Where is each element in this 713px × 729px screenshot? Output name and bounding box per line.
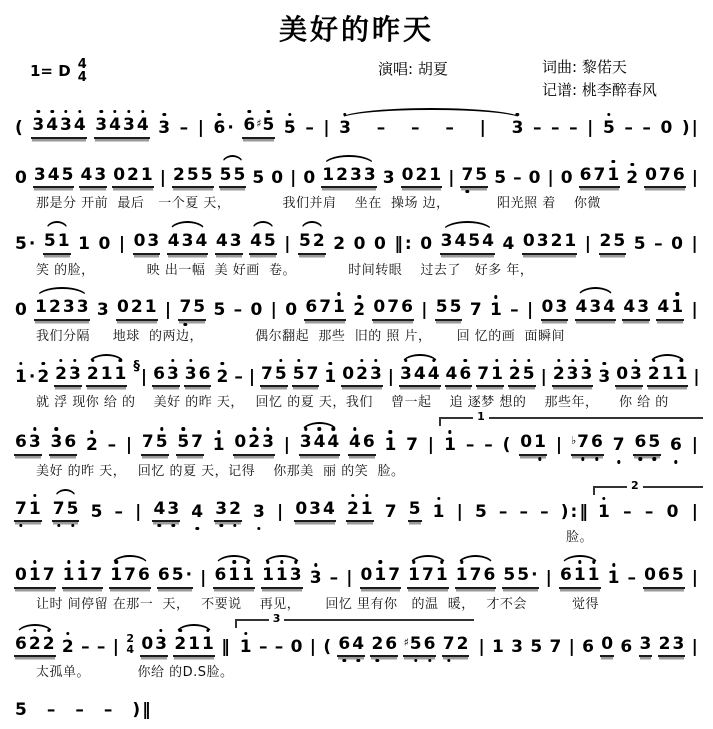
note-group: – — [96, 636, 106, 657]
time-signature-top: 4 — [77, 57, 87, 72]
note-group: 0 7 6 — [644, 166, 686, 189]
note-group: 4 5 — [249, 232, 277, 255]
note-group: 0 3 — [541, 298, 569, 321]
note-group: 4 — [502, 233, 515, 254]
note-group: 2 3 — [658, 635, 686, 658]
note-group: 5 — [252, 167, 265, 188]
note-group: ( — [502, 435, 511, 456]
note-group: ( — [15, 118, 23, 138]
music-row — [10, 478, 703, 531]
time-signature-bottom: 4 — [77, 70, 87, 85]
time-signature — [78, 58, 87, 84]
music-row — [10, 410, 703, 464]
note-group: | — [309, 636, 316, 657]
note-group: 1 — [597, 503, 611, 523]
note-group: 7 — [406, 435, 418, 456]
note-group: 4 3 — [622, 298, 650, 321]
note-group: – — [484, 435, 493, 456]
note-group: | — [421, 300, 428, 321]
note-group: – — [81, 636, 90, 657]
note-group: – — [569, 118, 578, 138]
score-line-6 — [10, 410, 703, 480]
note-group: 0 3 — [615, 365, 643, 388]
music-row — [10, 611, 703, 666]
note-group: 4 3 — [79, 166, 107, 189]
note-group: 3 4 3 4 — [31, 116, 86, 139]
note-group: – — [305, 118, 314, 138]
note-group: 1 — [607, 569, 621, 589]
note-group: – — [258, 636, 268, 657]
note-group: 1 — [432, 503, 446, 523]
note-group: 6 1 1 — [559, 566, 601, 589]
note-group: 5 1 — [43, 232, 71, 255]
volta-bracket-3 — [235, 611, 474, 666]
note-group: | — [568, 636, 575, 657]
note-group: | — [284, 233, 291, 254]
note-group: – — [75, 700, 84, 721]
note-group: | — [135, 501, 142, 522]
volta-number: 1 — [473, 411, 489, 423]
note-group: – — [627, 568, 637, 589]
note-group: | — [448, 167, 455, 188]
note-group: 5 — [494, 167, 507, 188]
note-group: 4 — [190, 503, 204, 523]
note-group: 6 3 — [14, 433, 42, 456]
note-group: | — [691, 300, 698, 321]
note-group: 3 4 4 — [299, 433, 341, 456]
note-group: 1 — [384, 436, 398, 456]
score — [10, 102, 703, 729]
key-signature — [30, 58, 87, 84]
note-group: 7 — [612, 436, 626, 456]
note-group: 0 7 6 — [372, 298, 414, 321]
note-group: – — [624, 118, 633, 138]
note-group: | — [691, 167, 698, 188]
transcriber-credit: 记谱: 桃李醉春风 — [542, 81, 657, 99]
lyrics-row: 美好 的昨 天， 回忆 的夏 天，记得 你那美 丽 的笑 脸。 — [36, 463, 405, 479]
note-group: 2 5 — [508, 365, 536, 388]
note-group: – — [234, 366, 243, 387]
note-group: – — [103, 700, 113, 721]
note-group: 1 2 3 3 — [34, 298, 89, 321]
note-group: 1 — [443, 436, 457, 456]
note-group: 5 — [633, 233, 646, 254]
note-group: 2 — [625, 169, 639, 189]
song-title: 美好的昨天 — [278, 13, 434, 46]
note-group: 7 1 — [476, 365, 504, 388]
note-group: 7 — [384, 501, 397, 522]
lyrics-row: 那是分 开前 最后 一个夏 天， 我们并肩 坐在 操场 边， 阳光照 着 你微 — [36, 196, 601, 212]
note-group: 6 4 — [337, 635, 365, 658]
note-group: 1 1 3 — [261, 566, 303, 589]
note-group: 5 — [213, 300, 226, 321]
note-group: 7 5 — [260, 365, 288, 388]
measure-group — [10, 687, 703, 729]
note-group: 3 — [309, 569, 323, 589]
note-group: 0 — [250, 300, 263, 321]
note-group: 6 2 2 — [14, 635, 56, 658]
note-group: – — [498, 501, 508, 522]
note-group: | — [112, 636, 119, 657]
note-group: – — [46, 700, 56, 721]
score-line-10 — [10, 687, 703, 729]
note-group: 1 — [78, 233, 90, 254]
note-group: | — [555, 435, 563, 456]
note-group: 0 — [560, 167, 573, 188]
note-group: 1 — [212, 436, 226, 456]
note-group: ( — [323, 636, 332, 657]
note-group: 0 — [271, 167, 284, 188]
note-group: 1 — [239, 638, 253, 658]
note-group: 0 — [374, 233, 386, 254]
note-group: 2 1 1 — [647, 365, 689, 388]
volta-bracket-1 — [439, 410, 703, 464]
note-group: – — [642, 118, 651, 138]
note-group: 0 — [353, 233, 366, 254]
note-group: – — [510, 300, 519, 321]
note-group: | — [545, 568, 552, 589]
note-group: 0 — [98, 233, 111, 254]
note-group: 0 — [420, 233, 433, 254]
score-line-7 — [10, 478, 703, 547]
note-group: 2 5 5 — [172, 166, 214, 189]
note-group: | — [118, 233, 126, 254]
note-group: 0 — [303, 167, 316, 188]
score-line-2 — [10, 152, 703, 213]
note-group: | — [197, 118, 204, 138]
note-group: – — [551, 118, 560, 138]
note-group: 3 6 — [184, 365, 212, 388]
note-group: 3 2 — [214, 500, 242, 523]
note-group: 2 1 1 — [86, 365, 128, 388]
note-group: 1 1 7 — [62, 566, 104, 589]
note-group: 7 2 — [442, 635, 470, 658]
note-group: – — [644, 501, 654, 522]
note-group: | — [276, 501, 284, 522]
volta-bracket-2 — [593, 478, 703, 531]
note-group: 0 3 — [140, 635, 168, 658]
measure-group — [10, 218, 703, 263]
music-row — [10, 102, 703, 147]
note-group: 0 3 4 — [294, 500, 336, 523]
note-group: ♯ 5 6 — [403, 635, 436, 658]
note-group: 2 5 — [599, 232, 627, 255]
music-row — [10, 552, 703, 597]
note-group: 1 — [489, 301, 503, 321]
measure-group — [10, 486, 593, 531]
note-group: | — [691, 435, 698, 456]
note-group: – — [179, 118, 189, 138]
note-group: 0 6 5 — [643, 566, 685, 589]
note-group: 5 5 — [435, 298, 463, 321]
note-group: | — [323, 118, 330, 138]
note-group: 5 · — [15, 233, 36, 254]
note-group: – — [329, 568, 339, 589]
note-group: | — [584, 233, 591, 254]
note-group: | — [526, 300, 534, 321]
note-group: | — [427, 435, 434, 456]
note-group: | — [200, 568, 207, 589]
note-group: 3 6 — [49, 433, 77, 456]
note-group: 5 — [602, 119, 616, 139]
note-group: 0 2 3 — [233, 433, 275, 456]
measure-group — [10, 284, 703, 329]
note-group: 2 — [85, 436, 99, 456]
note-group: | — [248, 366, 256, 387]
score-line-9 — [10, 611, 703, 682]
note-group: 5 — [530, 636, 543, 657]
lyrics-row: 就 浮 现你 给 的 美好 的昨 天， 回忆 的夏 天，我们 曾一起 追 逐梦 想的 那些年， 你 给 的 — [36, 395, 669, 411]
note-group: 5 — [90, 501, 103, 522]
note-group: | — [164, 300, 172, 321]
note-group: 6 · — [212, 119, 234, 139]
lyrics-row: 太孤单。 你给 的D.S脸。 — [36, 665, 234, 681]
measure-group — [10, 417, 439, 464]
measure-group — [10, 619, 235, 666]
note-group: 5 — [408, 500, 422, 523]
note-group: 0 2 1 — [112, 166, 154, 189]
note-group: | — [456, 501, 463, 522]
note-group: 6 1 1 — [213, 566, 255, 589]
note-group: 7 5 — [178, 298, 206, 321]
note-group: 0 — [671, 233, 683, 254]
note-group: 2 — [215, 368, 229, 388]
note-group: 0 — [528, 167, 541, 188]
score-line-3 — [10, 218, 703, 279]
note-group: 0 1 7 — [14, 566, 56, 589]
note-group: 3 — [157, 119, 171, 139]
note-group: 7 5 — [460, 166, 488, 189]
note-group: 0 1 7 — [360, 566, 402, 589]
note-group: 6 3 — [152, 365, 180, 388]
note-group: 6 — [669, 436, 683, 456]
note-group: 0 3 — [133, 232, 161, 255]
note-group: 6 — [582, 636, 594, 657]
note-group: 0 — [290, 636, 303, 657]
measure-group — [10, 552, 703, 597]
score-header — [10, 50, 703, 102]
note-group: – — [465, 435, 475, 456]
note-group: 3 — [96, 300, 109, 321]
note-group: | — [290, 167, 297, 188]
performer-credit: 演唱: 胡夏 — [378, 60, 448, 78]
note-group: 2 6 — [370, 635, 398, 658]
note-group: 3 — [597, 368, 611, 388]
note-group: 7 5 — [52, 500, 80, 523]
lyrics-row: 笑 的脸， 映 出一幅 美 好画 卷。 时间转眼 过去了 好多 年， — [36, 262, 534, 278]
note-group: – — [654, 233, 663, 254]
note-group: 6 ♯ 5 — [242, 116, 275, 139]
music-row — [10, 284, 703, 329]
note-group: 1 — [492, 636, 504, 657]
note-group: 3 — [382, 167, 395, 188]
note-group: 2 3 — [54, 365, 82, 388]
note-group: | — [125, 435, 133, 456]
lyrics-row: 我们分隔 地球 的两边， 偶尔翻起 那些 旧的 照 片， 回 忆的画 面瞬间 — [36, 328, 565, 344]
note-group: § | — [133, 359, 148, 387]
note-group: 2 1 — [346, 500, 374, 523]
score-line-5 — [10, 351, 703, 412]
note-group: 2 — [333, 233, 346, 254]
note-group: – — [233, 300, 243, 321]
measure-group — [10, 102, 703, 147]
note-group: 5 5 — [219, 166, 247, 189]
note-group: 1 2 3 3 — [321, 166, 376, 189]
note-group: 4 6 — [445, 365, 473, 388]
note-group: 3 4 4 — [399, 365, 441, 388]
volta-number: 2 — [627, 480, 643, 492]
note-group: | — [283, 435, 290, 456]
note-group: | — [547, 167, 554, 188]
note-group: 0 — [285, 300, 298, 321]
note-group: – — [532, 118, 542, 138]
note-group: 5 — [15, 700, 27, 721]
score-line-1 — [10, 102, 703, 147]
note-group: 4 6 — [348, 433, 376, 456]
score-line-8 — [10, 552, 703, 613]
note-group: 1 — [323, 368, 337, 388]
note-group: 5 — [283, 119, 297, 139]
note-group: 5 7 — [176, 433, 204, 456]
note-group: – — [540, 501, 549, 522]
note-group: 4 3 4 — [575, 298, 617, 321]
note-group: ♭ 7 6 — [571, 433, 604, 456]
note-group: 0 2 1 — [116, 298, 158, 321]
note-group: 0 2 1 — [401, 166, 443, 189]
music-row — [10, 218, 703, 263]
music-row — [10, 351, 703, 396]
note-group: | — [691, 233, 698, 254]
note-group: 6 5 · — [157, 566, 193, 589]
note-group: 1 · 2 — [14, 368, 50, 388]
note-group: 5 7 — [292, 365, 320, 388]
note-group: 3 4 5 4 — [440, 232, 495, 255]
note-group: 0 2 3 — [341, 365, 383, 388]
note-group: ) ‖ — [132, 700, 151, 721]
note-group: | — [478, 636, 485, 657]
note-group: 6 7 1 — [579, 166, 621, 189]
note-group: | — [270, 300, 277, 321]
note-group: 3 4 3 4 — [94, 116, 149, 139]
measure-group — [10, 351, 705, 396]
note-group: 1 7 6 — [109, 566, 151, 589]
note-group: 7 — [469, 300, 482, 321]
note-group: 0 — [600, 635, 614, 658]
measure-group — [10, 152, 703, 197]
note-group: | — [346, 568, 353, 589]
composer-credit: 词曲: 黎偌天 — [542, 58, 627, 76]
note-group: 7 — [549, 636, 562, 657]
score-line-4 — [10, 284, 703, 345]
note-group: 0 — [15, 167, 27, 188]
note-group: 6 5 — [633, 433, 661, 456]
note-group: 2 4 — [126, 631, 134, 656]
note-group: 3 4 5 — [33, 166, 75, 189]
note-group: 1 7 6 — [455, 566, 497, 589]
note-group: | — [691, 501, 698, 522]
note-group: – — [623, 501, 632, 522]
note-group: 5 5 · — [502, 566, 538, 589]
note-group: 0 — [660, 118, 673, 138]
note-group: ‖ — [221, 636, 230, 657]
note-group: 6 7 1 — [304, 298, 346, 321]
note-group: 4 3 4 — [167, 232, 209, 255]
note-group: 2 3 3 — [552, 365, 594, 388]
note-group: 3 — [511, 636, 524, 657]
note-group: | — [159, 167, 166, 188]
note-group: 2 1 1 — [173, 635, 215, 658]
note-group: | — [587, 118, 594, 138]
note-group: ) | — [681, 118, 698, 138]
note-group: – — [513, 167, 522, 188]
note-group: 2 — [352, 301, 366, 321]
note-group: 4 3 — [215, 232, 243, 255]
note-group: 7 5 — [141, 433, 169, 456]
note-group: ) : ‖ — [560, 501, 588, 522]
note-group: 7 1 — [14, 500, 42, 523]
note-group: – — [114, 501, 124, 522]
note-group: 0 1 — [519, 433, 547, 456]
note-group: 2 — [61, 638, 75, 658]
note-group: 0 3 2 1 — [522, 232, 577, 255]
note-group: 0 — [15, 300, 27, 321]
note-group: – — [519, 501, 528, 522]
note-group: 3 — [639, 635, 653, 658]
key-label: 1= D — [30, 62, 71, 80]
note-group: | — [691, 636, 698, 657]
note-group: | — [540, 366, 547, 387]
note-group: 5 — [474, 501, 487, 522]
note-group: ‖ : — [394, 233, 412, 254]
note-group: – — [274, 636, 284, 657]
note-group: 5 2 — [298, 232, 326, 255]
lyrics-row: 脸。 — [566, 530, 594, 546]
note-group: | — [691, 568, 698, 589]
note-group: 6 — [620, 636, 633, 657]
volta-number: 3 — [269, 613, 285, 625]
measure-group — [474, 619, 703, 666]
note-group: – — [107, 435, 117, 456]
music-row — [10, 152, 703, 197]
note-group: 4 1 — [656, 298, 684, 321]
note-group: 1 7 1 — [407, 566, 449, 589]
note-group: 4 3 — [152, 500, 180, 523]
lyrics-row: 让时 间停留 在那一 天， 不要说 再见， 回忆 里有你 的温 暖， 才不会 觉得 — [36, 596, 599, 612]
note-group: 3 — [252, 503, 266, 523]
note-group: | — [693, 366, 700, 387]
note-group: 3 – – – | 3 — [338, 119, 524, 139]
note-group: 0 — [666, 501, 679, 522]
music-row — [10, 687, 703, 729]
note-group: | — [387, 366, 394, 387]
